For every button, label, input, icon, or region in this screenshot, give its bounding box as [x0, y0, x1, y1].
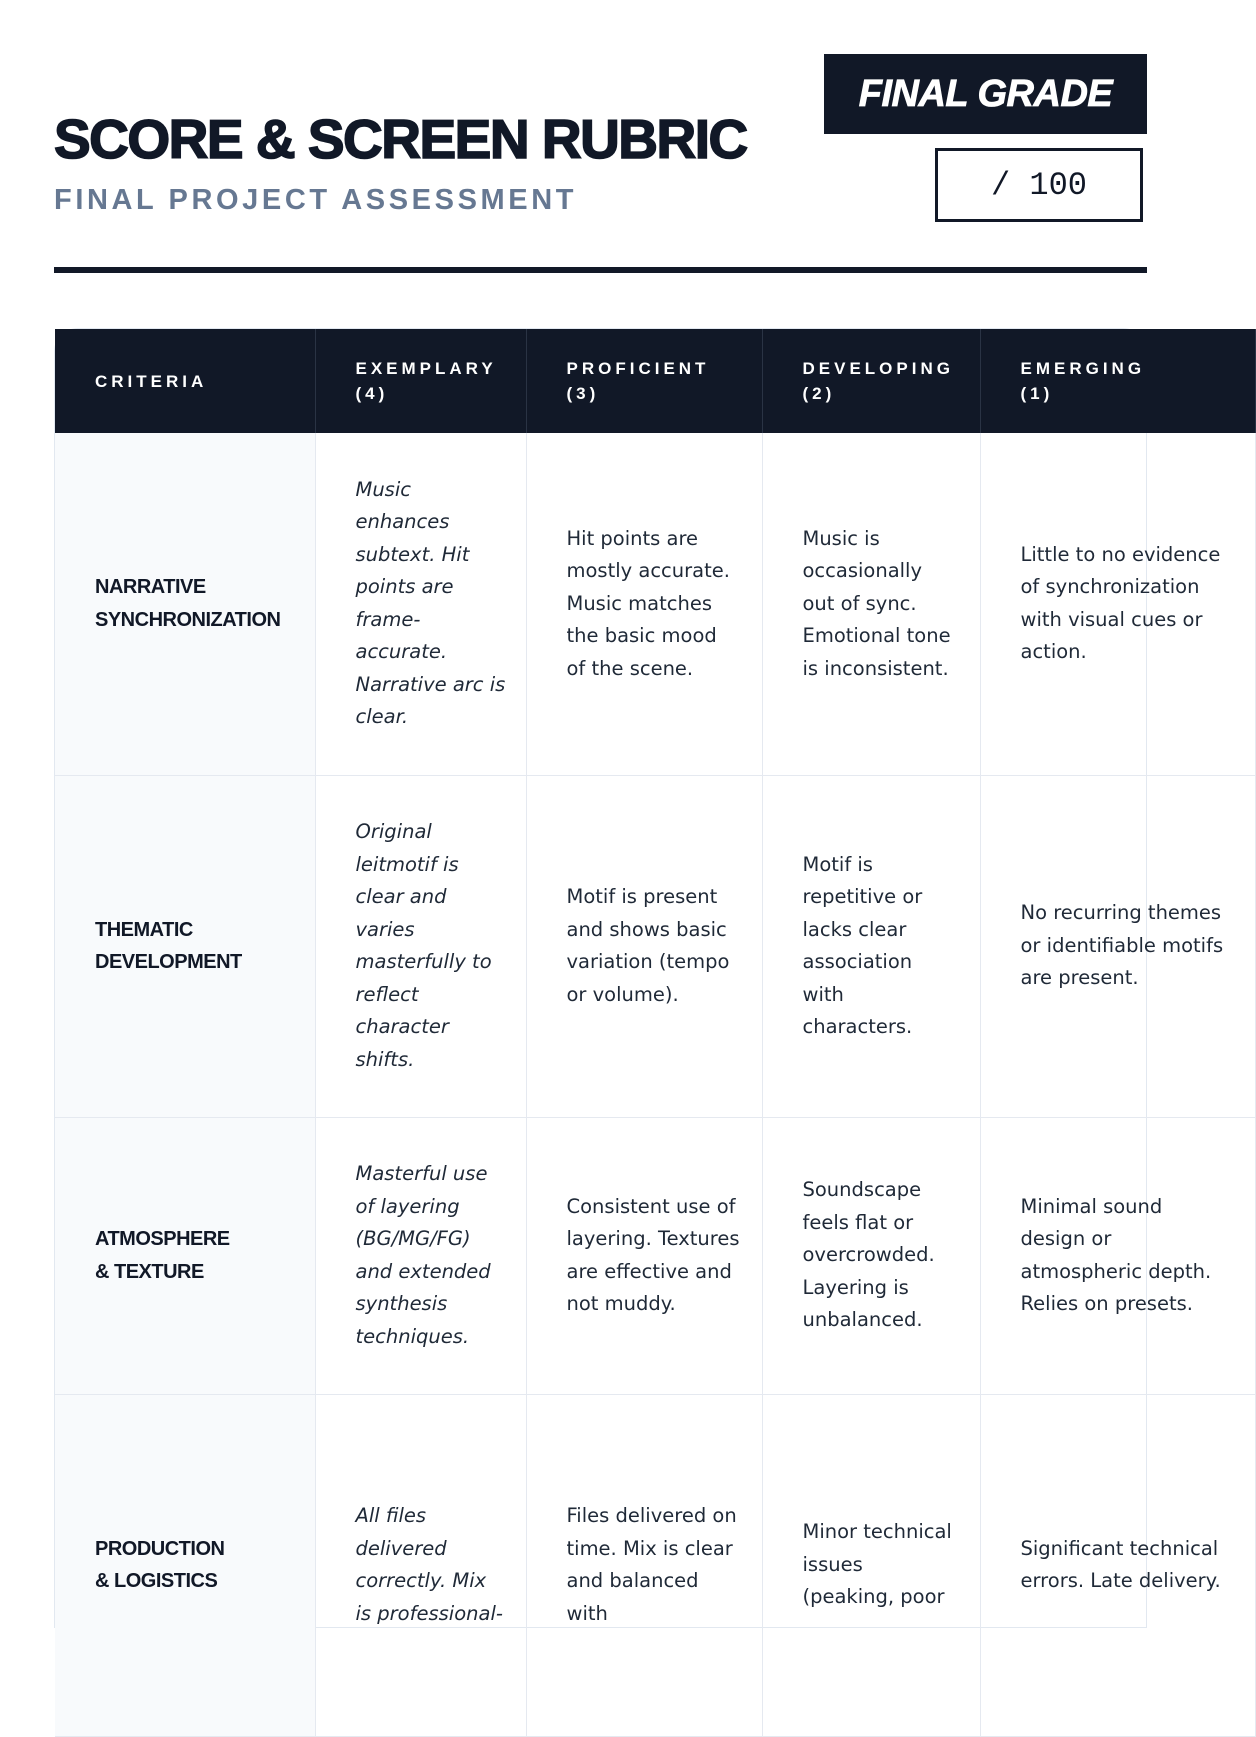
proficient-cell: Hit points are mostly accurate. Music matches the basic mood of the scene. — [526, 433, 762, 775]
proficient-cell: Consistent use of layering. Textures are effective and not muddy. — [526, 1117, 762, 1394]
column-header-criteria — [55, 329, 315, 433]
criteria-line: & TEXTURE — [95, 1260, 204, 1283]
table-row — [55, 1394, 1255, 1736]
rubric-table-container — [54, 328, 1224, 1628]
column-header-exemplary — [315, 329, 526, 433]
developing-cell: Motif is repetitive or lacks clear association with characters. — [762, 775, 980, 1117]
criteria-line: SYNCHRONIZATION — [95, 608, 281, 631]
column-name: EMERGING — [1020, 359, 1146, 378]
emerging-cell: No recurring themes or identifiable motifs are present. — [980, 775, 1255, 1117]
proficient-cell: Motif is present and shows basic variation (tempo or volume). — [526, 775, 762, 1117]
criteria-line: ATMOSPHERE — [95, 1228, 230, 1250]
criteria-cell — [55, 433, 315, 775]
column-score: (1) — [1020, 384, 1054, 403]
column-name: DEVELOPING — [802, 359, 954, 378]
rubric-header-row — [55, 329, 1255, 433]
table-row — [55, 433, 1255, 775]
rubric-table — [55, 329, 1256, 1737]
emerging-cell: Significant technical errors. Late delivery. — [980, 1394, 1255, 1736]
header-divider — [54, 267, 1147, 273]
developing-cell: Soundscape feels flat or overcrowded. Layering is unbalanced. — [762, 1117, 980, 1394]
criteria-cell — [55, 1394, 315, 1736]
table-row — [55, 775, 1255, 1117]
exemplary-cell: Original leitmotif is clear and varies masterfully to reflect character shifts. — [315, 775, 526, 1117]
column-score: (4) — [355, 384, 389, 403]
column-header-proficient — [526, 329, 762, 433]
column-header-emerging — [980, 329, 1255, 433]
column-score: (2) — [802, 384, 836, 403]
criteria-cell — [55, 1117, 315, 1394]
column-name: EXEMPLARY — [355, 359, 497, 378]
exemplary-cell: Music enhances subtext. Hit points are frame-accurate. Narrative arc is clear. — [315, 433, 526, 775]
criteria-line: THEMATIC — [95, 918, 193, 941]
criteria-line: PRODUCTION — [95, 1537, 225, 1560]
final-grade-label: FINAL GRADE — [824, 54, 1147, 134]
page-subtitle: FINAL PROJECT ASSESSMENT — [54, 184, 578, 216]
criteria-line: & LOGISTICS — [95, 1570, 218, 1592]
exemplary-cell: All files delivered correctly. Mix is professional- — [315, 1394, 526, 1736]
exemplary-cell: Masterful use of layering (BG/MG/FG) and extended synthesis techniques. — [315, 1117, 526, 1394]
criteria-cell — [55, 775, 315, 1117]
final-grade-field[interactable]: / 100 — [935, 148, 1143, 222]
column-score: (3) — [566, 384, 600, 403]
developing-cell: Minor technical issues (peaking, poor — [762, 1394, 980, 1736]
table-row — [55, 1117, 1255, 1394]
column-name: PROFICIENT — [566, 359, 710, 378]
column-name: CRITERIA — [95, 371, 208, 391]
criteria-line: NARRATIVE — [95, 576, 206, 599]
column-header-developing — [762, 329, 980, 433]
emerging-cell: Little to no evidence of synchronization with visual cues or action. — [980, 433, 1255, 775]
criteria-line: DEVELOPMENT — [95, 951, 242, 973]
developing-cell: Music is occasionally out of sync. Emotional tone is inconsistent. — [762, 433, 980, 775]
emerging-cell: Minimal sound design or atmospheric depth. Relies on presets. — [980, 1117, 1255, 1394]
page-title: SCORE & SCREEN RUBRIC — [54, 108, 747, 170]
proficient-cell: Files delivered on time. Mix is clear and balanced with — [526, 1394, 762, 1736]
